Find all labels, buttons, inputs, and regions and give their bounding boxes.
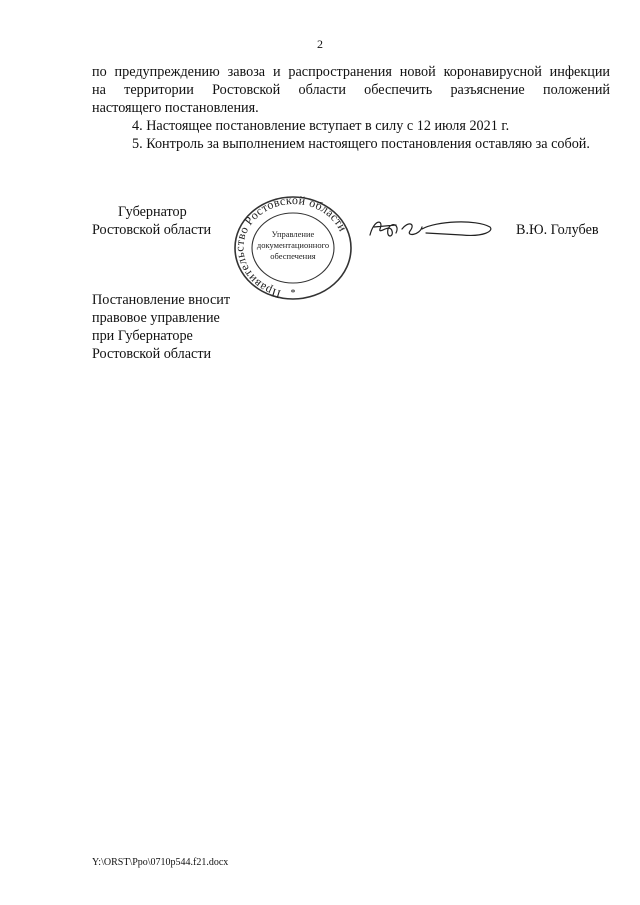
item-4: 4. Настоящее постановление вступает в силу с 12 июля 2021 г. [132, 118, 510, 134]
seal-star: * [290, 288, 296, 299]
submitter-line: Постановление вносит [92, 292, 231, 308]
page-number: 2 [317, 37, 323, 51]
item-5: 5. Контроль за выполнением настоящего постановления оставляю за собой. [132, 136, 590, 152]
governor-title: Губернатор [118, 204, 187, 220]
document-body [92, 63, 610, 153]
submitter-line: при Губернаторе [92, 328, 193, 344]
seal-inner-line: обеспечения [270, 251, 316, 261]
paragraph-line: настоящего постановления. [92, 100, 259, 116]
signature-block [0, 195, 640, 305]
paragraph-line: по предупреждению завоза и распространения новой коронавирусной инфекции [92, 64, 610, 80]
official-seal-icon [228, 195, 358, 305]
seal-outer-text: Правительство Ростовской области [232, 195, 351, 302]
submitter-note [92, 291, 230, 363]
paragraph-continuation [92, 63, 610, 117]
file-path-footer: Y:\ORST\Ppo\0710p544.f21.docx [92, 857, 229, 868]
submitter-line: правовое управление [92, 310, 220, 326]
submitter-line: Ростовской области [92, 346, 212, 362]
handwritten-signature-icon [366, 215, 496, 245]
governor-region: Ростовской области [92, 222, 212, 238]
seal-inner-line: Управление [271, 229, 315, 239]
seal-inner-line: документационного [256, 240, 330, 250]
governor-name: В.Ю. Голубев [516, 222, 599, 238]
paragraph-line: на территории Ростовской области обеспечить разъяснение положений [92, 82, 610, 98]
